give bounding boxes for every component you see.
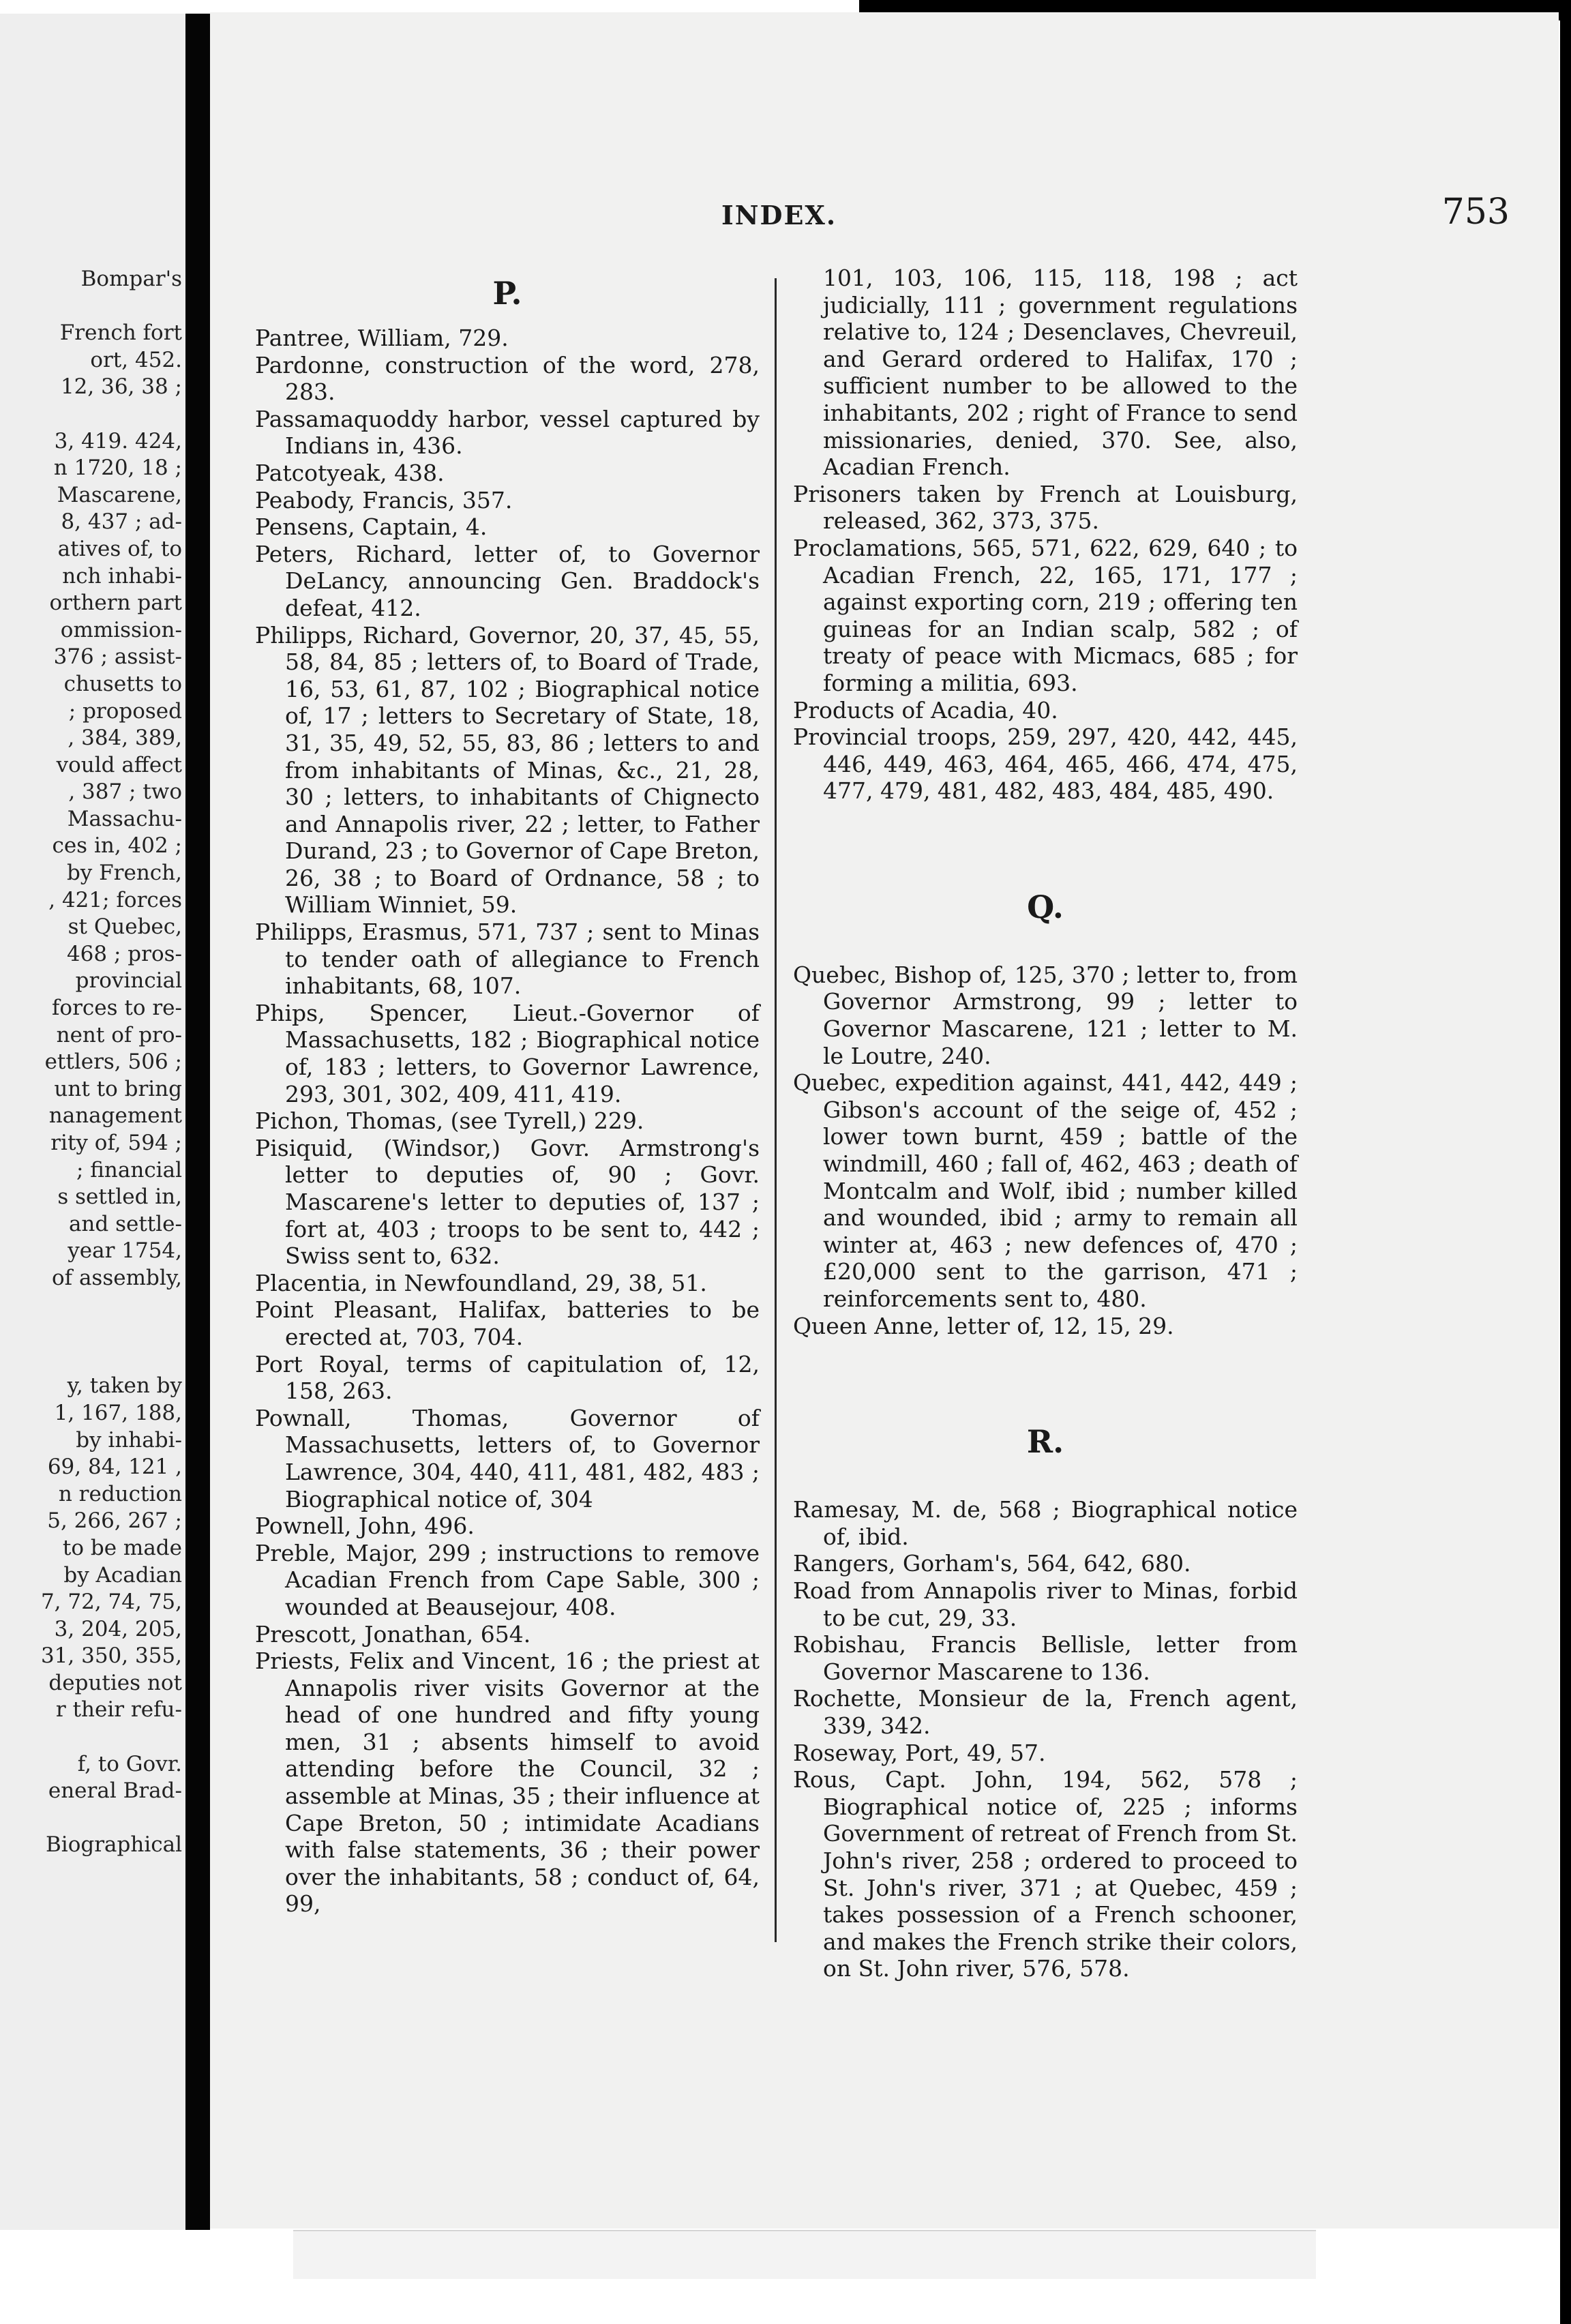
facing-page-fragment: nanagement [48, 1103, 182, 1129]
section-letter-r: R. [1026, 1423, 1064, 1461]
section-p-more-entries [793, 481, 1298, 805]
facing-page-fragment: , 421; forces [48, 887, 182, 912]
page-bottom-strip [293, 2230, 1316, 2279]
facing-page-fragment: , 384, 389, [68, 726, 182, 751]
facing-page-fragment: orthern part [49, 591, 182, 616]
facing-page-fragment: provincial [75, 968, 182, 994]
facing-page-fragment [0, 1319, 188, 1346]
index-page [210, 12, 1559, 2229]
facing-page-fragment: unt to bring [54, 1076, 182, 1101]
facing-page-fragment: to be made [62, 1535, 182, 1560]
book-binding [185, 14, 210, 2230]
index-entry: Prescott, Jonathan, 654. [255, 1620, 531, 1648]
facing-page-fragment: , 387 ; two [68, 779, 182, 805]
facing-page-fragment: and settle- [68, 1211, 182, 1236]
index-entry: Pichon, Thomas, (see Tyrell,) 229. [255, 1107, 644, 1135]
index-entry: Philipps, Erasmus, 571, 737 ; sent to Minas to tender oath of allegiance to French inhabitants, 68, 107. [255, 919, 760, 1000]
index-entry: Point Pleasant, Halifax, batteries to be erected at, 703, 704. [255, 1296, 760, 1350]
column-divider [775, 278, 777, 1942]
facing-page-fragment: y, taken by [67, 1373, 182, 1399]
left-column [255, 265, 760, 1918]
index-entry: Queen Anne, letter of, 12, 15, 29. [793, 1312, 1174, 1339]
facing-page-fragment: 12, 36, 38 ; [60, 374, 182, 400]
index-entry: Port Royal, terms of capitulation of, 12, 158, 263. [255, 1350, 760, 1405]
index-entry: Robishau, Francis Bellisle, letter from Governor Mascarene to 136. [793, 1631, 1298, 1685]
index-entry: Rochette, Monsieur de la, French agent, 339, 342. [793, 1685, 1298, 1739]
facing-page-fragment: ces in, 402 ; [52, 833, 182, 859]
facing-page-fragment: Biographical [46, 1832, 182, 1858]
facing-page-fragment: 376 ; assist- [53, 644, 182, 670]
facing-page-fragment: 31, 350, 355, [40, 1643, 182, 1669]
facing-page-fragment: French fort [59, 321, 182, 346]
index-entry: Ramesay, M. de, 568 ; Biographical notice of, ibid. [793, 1496, 1298, 1550]
index-entry: Rous, Capt. John, 194, 562, 578 ; Biographical notice of, 225 ; informs Government of retreat of French from St. John's river, 258 ; ordered to proceed to St. John's river, 371 ; at Quebec, 459 ; takes possession of a French schooner, and makes the French strike their colors, on St. John river, 576, 578. [793, 1766, 1298, 1982]
index-entry: Pardonne, construction of the word, 278, 283. [255, 351, 760, 406]
facing-page-fragment: vould affect [56, 752, 182, 777]
facing-page-fragment: by inhabi- [76, 1427, 182, 1452]
facing-page-fragment: 8, 437 ; ad- [61, 509, 182, 535]
facing-page-fragment: nch inhabi- [62, 563, 182, 589]
index-entry: Pensens, Captain, 4. [255, 513, 488, 541]
facing-page-fragment: st Quebec, [68, 914, 182, 940]
page-title: INDEX. [721, 200, 837, 230]
index-entry: Peabody, Francis, 357. [255, 486, 513, 513]
index-entry: Priests, Felix and Vincent, 16 ; the priest at Annapolis river visits Governor at the head of one hundred and fifty young men, 31 ; absents himself to avoid attending before the Council, 32 ; assemble at Minas, 35 ; their influence at Cape Breton, 50 ; intimidate Acadians with false statements, 36 ; their power over the inhabitants, 58 ; conduct of, 64, 99, [255, 1648, 760, 1918]
facing-page-fragment: n 1720, 18 ; [53, 456, 182, 481]
facing-page-fragment: ; proposed [68, 698, 182, 724]
facing-page-fragment: ; financial [76, 1157, 182, 1182]
running-head [210, 192, 1559, 241]
facing-page-fragment: n reduction [58, 1481, 182, 1506]
right-column [793, 265, 1298, 1982]
index-entry: Quebec, Bishop of, 125, 370 ; letter to, from Governor Armstrong, 99 ; letter to Governor Mascarene, 121 ; letter to M. le Loutre, 240. [793, 961, 1298, 1069]
facing-page-fragment: deputies not [48, 1670, 182, 1695]
facing-page-fragment: ettlers, 506 ; [44, 1049, 182, 1075]
index-entry: Prisoners taken by French at Louisburg, released, 362, 373, 375. [793, 480, 1298, 535]
index-entry: Proclamations, 565, 571, 622, 629, 640 ; to Acadian French, 22, 165, 171, 177 ; against exporting corn, 219 ; offering ten guineas for an Indian scalp, 582 ; of treaty of peace with Micmacs, 685 ; for forming a militia, 693. [793, 534, 1298, 696]
facing-page-edge [0, 14, 188, 2230]
facing-page-fragment: of assembly, [51, 1265, 182, 1290]
index-entry: Pisiquid, (Windsor,) Govr. Armstrong's letter to deputies of, 90 ; Govr. Mascarene's letter to deputies of, 137 ; fort at, 403 ; troops to be sent to, 442 ; Swiss sent to, 632. [255, 1134, 760, 1270]
facing-page-fragment: eneral Brad- [48, 1778, 182, 1804]
section-p-entries [255, 325, 760, 1918]
facing-page-fragment: 69, 84, 121 , [47, 1455, 182, 1480]
index-entry: Phips, Spencer, Lieut.-Governor of Massachusetts, 182 ; Biographical notice of, 183 ; letters, to Governor Lawrence, 293, 301, 302, 409, 411, 419. [255, 999, 760, 1107]
facing-page-fragment: Massachu- [67, 806, 182, 831]
facing-page-fragment: chusetts to [63, 671, 182, 696]
facing-page-fragment: 5, 266, 267 ; [47, 1508, 182, 1534]
facing-page-fragment: Bompar's [80, 267, 182, 291]
facing-page-fragment [0, 1805, 188, 1832]
index-entry: Roseway, Port, 49, 57. [793, 1739, 1046, 1766]
facing-page-fragment [0, 401, 188, 428]
index-entry: Passamaquoddy harbor, vessel captured by Indians in, 436. [255, 405, 760, 460]
index-entry: Quebec, expedition against, 441, 442, 449 ; Gibson's account of the seige of, 452 ; lower town burnt, 459 ; battle of the windmill, 460 ; fall of, 462, 463 ; death of Montcalm and Wolf, ibid ; number killed and wounded, ibid ; army to remain all winter at, 463 ; new defences of, 470 ; £20,000 sent to the garrison, 471 ; reinforcements sent to, 480. [793, 1069, 1298, 1312]
facing-page-fragment [0, 1724, 188, 1751]
index-entry: Philipps, Richard, Governor, 20, 37, 45, 55, 58, 84, 85 ; letters of, to Board of Trade, 16, 53, 61, 87, 102 ; Biographical notice of, 17 ; letters to Secretary of State, 18, 31, 35, 49, 52, 55, 83, 86 ; letters to and from inhabitants of Minas, &c., 21, 28, 30 ; letters, to inhabitants of Chignecto and Annapolis river, 22 ; letter, to Father Durand, 23 ; to Governor of Cape Breton, 26, 38 ; to Board of Ordnance, 58 ; to William Winniet, 59. [255, 621, 760, 919]
facing-page-fragment: s settled in, [57, 1185, 182, 1210]
facing-page-fragment [0, 1292, 188, 1320]
facing-page-fragment: ort, 452. [90, 347, 182, 372]
facing-page-fragment: by Acadian [63, 1562, 182, 1588]
facing-page-fragment: ommission- [60, 617, 182, 642]
facing-page-fragment: f, to Govr. [77, 1751, 182, 1776]
facing-page-fragment: 7, 72, 74, 75, [40, 1590, 182, 1615]
page-number: 753 [1441, 192, 1510, 233]
section-r-entries [793, 1496, 1298, 1982]
facing-page-fragment: nent of pro- [56, 1022, 182, 1047]
facing-page-fragment [0, 1346, 188, 1373]
index-entry: Products of Acadia, 40. [793, 696, 1058, 724]
facing-page-fragment [0, 293, 188, 321]
section-letter-p: P. [492, 275, 522, 312]
facing-page-fragment: 1, 167, 188, [54, 1400, 182, 1425]
index-entry: Preble, Major, 299 ; instructions to remove Acadian French from Cape Sable, 300 ; wounded at Beausejour, 408. [255, 1539, 760, 1620]
section-letter-q: Q. [1027, 888, 1064, 925]
facing-page-fragment: Mascarene, [57, 482, 182, 507]
index-entry: Placentia, in Newfoundland, 29, 38, 51. [255, 1269, 707, 1296]
facing-page-fragment: 3, 204, 205, [54, 1616, 182, 1641]
facing-page-fragments [0, 266, 188, 1859]
index-entry: Rangers, Gorham's, 564, 642, 680. [793, 1550, 1191, 1577]
index-entry: Provincial troops, 259, 297, 420, 442, 445, 446, 449, 463, 464, 465, 466, 474, 475, 477, 479, 481, 482, 483, 484, 485, 490. [793, 724, 1298, 805]
index-entry: Pownall, Thomas, Governor of Massachusetts, letters of, to Governor Lawrence, 304, 440, 411, 481, 482, 483 ; Biographical notice of, 304 [255, 1404, 760, 1513]
index-entry: Road from Annapolis river to Minas, forbid to be cut, 29, 33. [793, 1577, 1298, 1631]
index-entry: Patcotyeak, 438. [255, 459, 445, 486]
index-entry: Pantree, William, 729. [255, 325, 509, 351]
facing-page-fragment: 3, 419. 424, [54, 428, 182, 453]
scan-border-right [1560, 0, 1571, 2324]
index-entry: Peters, Richard, letter of, to Governor DeLancy, announcing Gen. Braddock's defeat, 412. [255, 540, 760, 621]
section-q-entries [793, 962, 1298, 1339]
facing-page-fragment: rity of, 594 ; [50, 1131, 182, 1155]
facing-page-fragment: by French, [66, 861, 182, 886]
facing-page-fragment: atives of, to [57, 536, 182, 561]
continued-entry: 101, 103, 106, 115, 118, 198 ; act judicially, 111 ; government regulations relative to, 124 ; Desenclaves, Chevreuil, and Gerard ordered to Halifax, 170 ; sufficient number to be allowed to the inhabitants, 202 ; right of France to send missionaries, denied, 370. See, also, Acadian French. [823, 265, 1298, 481]
facing-page-fragment: forces to re- [51, 996, 182, 1021]
index-entry: Pownell, John, 496. [255, 1513, 475, 1540]
facing-page-fragment: 468 ; pros- [66, 941, 182, 966]
facing-page-fragment: year 1754, [68, 1238, 182, 1264]
facing-page-fragment: r their refu- [55, 1697, 182, 1723]
